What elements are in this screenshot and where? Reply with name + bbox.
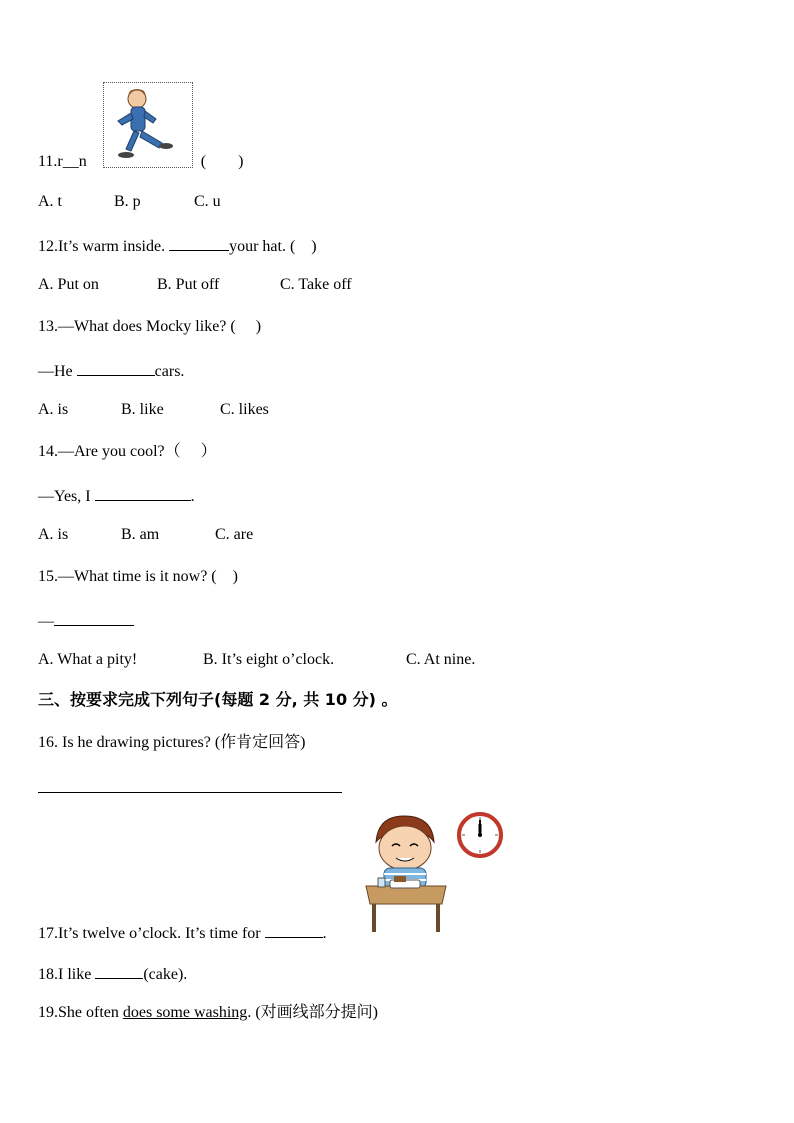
question-18 [38,962,187,985]
q11-option-a[interactable]: A. t [38,193,62,210]
section-3-heading: 三、按要求完成下列句子(每题 2 分, 共 10 分) 。 [38,690,398,709]
question-19 [38,1003,378,1023]
question-15 [38,567,238,587]
q11-text: 11.r__n [38,153,87,170]
clock-icon [457,812,503,858]
q14-answer [38,484,195,507]
q11-option-c[interactable]: C. u [194,193,221,210]
boy-eating-image [360,812,452,936]
q13-ans-post: cars. [154,363,185,380]
q12-post: your hat. ( ) [229,238,317,255]
q18-post: (cake). [143,966,188,983]
q19-underlined: does some washing [122,1004,248,1021]
q12-pre: 12.It’s warm inside. [38,238,170,255]
q12-blank[interactable] [169,234,229,251]
q19-pre: 19.She often [38,1004,123,1021]
question-13 [38,317,261,337]
q19-post: . (对画线部分提问) [247,1004,378,1021]
q13-ans-pre: —He [38,363,77,380]
question-17 [38,921,327,944]
q14-options [38,525,253,545]
q14-option-a[interactable]: A. is [38,526,69,543]
q15-answer [38,609,134,632]
q15-blank[interactable] [54,609,134,626]
q15-option-a[interactable]: A. What a pity! [38,651,138,668]
q12-option-c[interactable]: C. Take off [280,276,352,293]
q14-option-b[interactable]: B. am [121,526,160,543]
q18-pre: 18.I like [38,966,96,983]
question-16: 16. Is he drawing pictures? (作肯定回答) [38,734,306,751]
q15-ans-pre: — [38,613,54,630]
q14-ans-pre: —Yes, I [38,488,95,505]
q14-ans-post: . [190,488,195,505]
q13-answer [38,359,184,382]
q15-options [38,650,475,670]
q11-option-b[interactable]: B. p [114,193,141,210]
question-11 [38,152,243,172]
q14-question: 14.—Are you cool?（ ） [38,443,217,460]
q13-blank[interactable] [77,359,155,376]
q13-option-a[interactable]: A. is [38,401,69,418]
q12-option-b[interactable]: B. Put off [157,276,220,293]
q15-option-b[interactable]: B. It’s eight o’clock. [203,651,335,668]
q17-blank[interactable] [265,921,323,938]
q17-pre: 17.It’s twelve o’clock. It’s time for [38,925,265,942]
q11-paren: ( ) [200,153,244,170]
q15-option-c[interactable]: C. At nine. [406,651,476,668]
q13-option-b[interactable]: B. like [121,401,164,418]
q14-option-c[interactable]: C. are [215,526,254,543]
question-14 [38,442,217,462]
q18-blank[interactable] [95,962,143,979]
q14-blank[interactable] [95,484,191,501]
q13-option-c[interactable]: C. likes [220,401,269,418]
q13-question: 13.—What does Mocky like? ( ) [38,318,262,335]
q11-options [38,192,221,212]
q16-answer-line[interactable] [38,792,342,793]
q13-options [38,400,269,420]
q12-options [38,275,352,295]
q17-post: . [322,925,327,942]
q12-option-a[interactable]: A. Put on [38,276,99,293]
question-12 [38,234,317,257]
q15-question: 15.—What time is it now? ( ) [38,568,238,585]
